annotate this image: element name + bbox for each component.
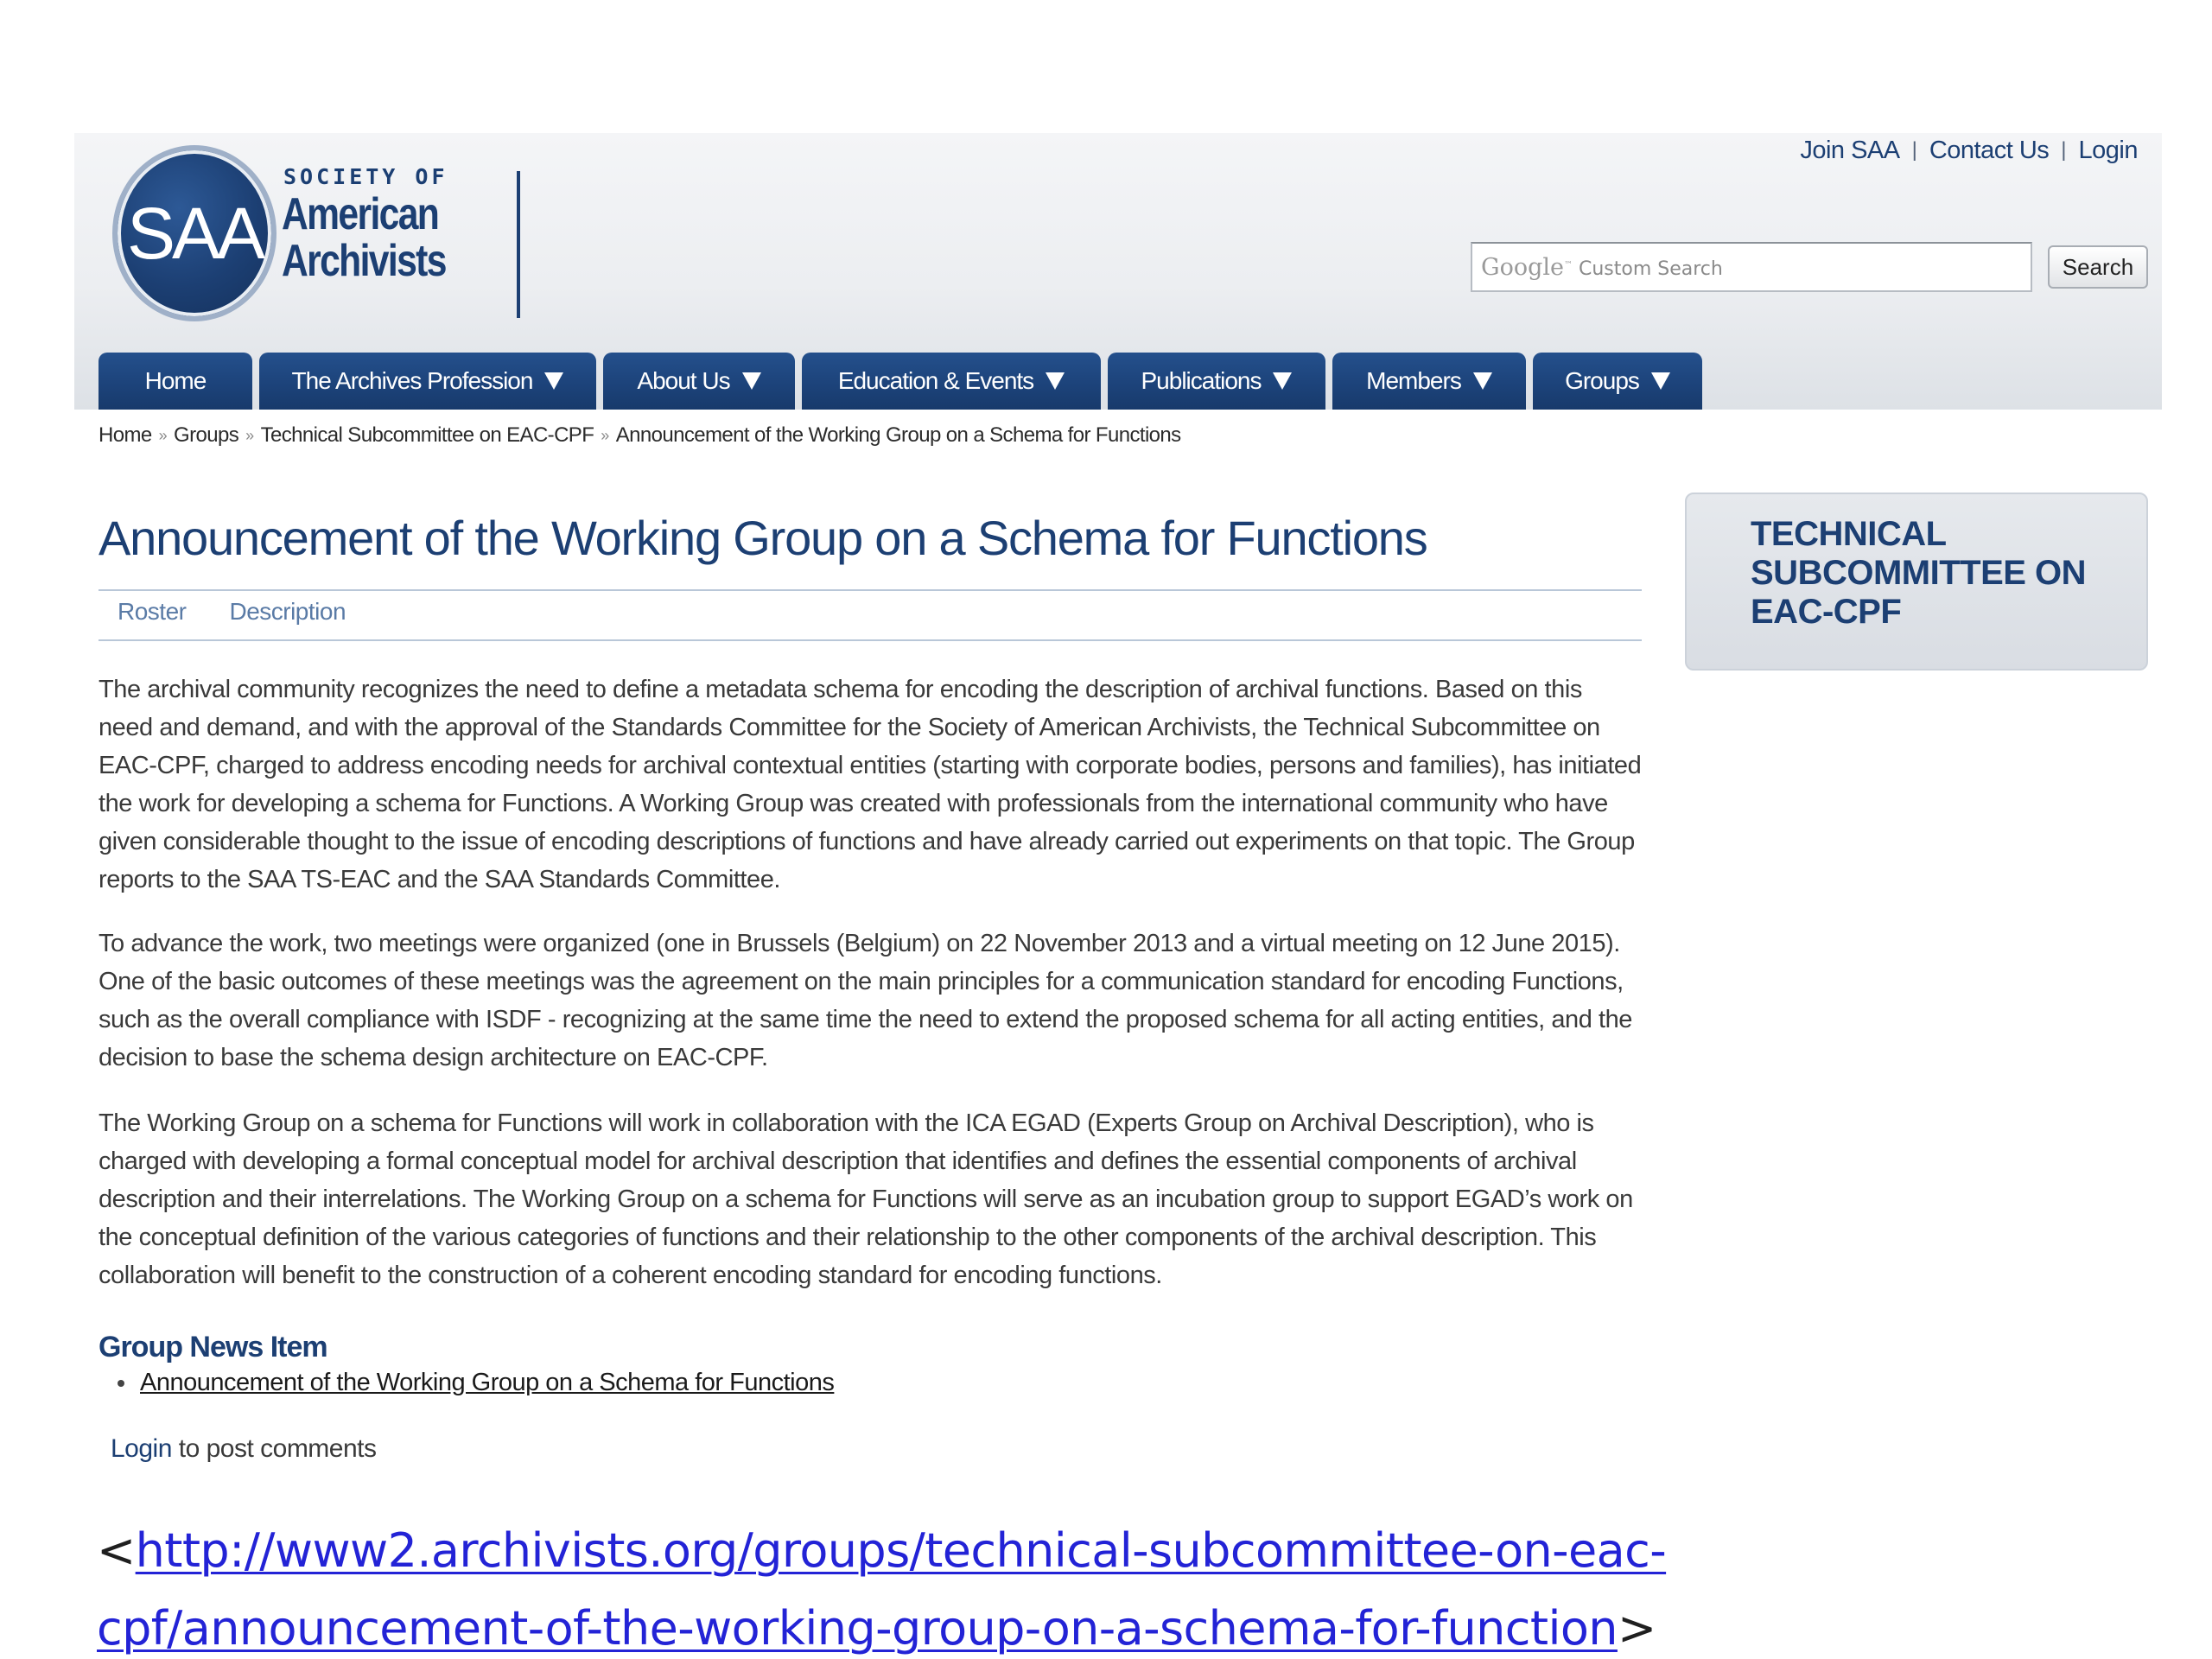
breadcrumb [99, 423, 1181, 448]
nav-tab-about-us[interactable] [603, 353, 795, 410]
search-placeholder-text: Custom Search [1578, 258, 1723, 280]
group-news-heading: Group News Item [99, 1331, 327, 1363]
search-button[interactable]: Search [2048, 245, 2148, 289]
nav-tab-label: Members [1366, 367, 1461, 394]
url-link-line-1[interactable]: http://www2.archivists.org/groups/technical-subcommittee-on-eac- [135, 1523, 1667, 1578]
url-open-bracket: < [97, 1523, 136, 1578]
login-to-comment-link[interactable]: Login [111, 1434, 172, 1463]
utility-separator: | [1911, 138, 1917, 162]
utility-separator: | [2061, 138, 2067, 162]
url-link-line-2[interactable]: cpf/announcement-of-the-working-group-on-a-schema-for-function [97, 1601, 1618, 1656]
breadcrumb-technical-subcommittee[interactable]: Technical Subcommittee on EAC-CPF [260, 423, 594, 447]
body-paragraph-2: To advance the work, two meetings were organized (one in Brussels (Belgium) on 22 November 2013 and a virtual meeting on 12 June 2015). One of the basic outcomes of these meetings was the agreement on the main principles for a communication standard for encoding Functions, such as the overall compliance with ISDF - recognizing at the same time the need to extend the proposed schema for all acting entities, and the decision to base the schema design architecture on EAC-CPF. [99, 930, 1632, 1071]
news-list-item [118, 1369, 834, 1397]
logo-seal-text: SAA [126, 192, 263, 274]
nav-tab-publications[interactable] [1108, 353, 1325, 410]
nav-tab-members[interactable] [1332, 353, 1526, 410]
dropdown-triangle-icon [1273, 372, 1292, 390]
sidebar-group-title[interactable]: TECHNICAL SUBCOMMITTEE ON EAC-CPF [1751, 515, 2087, 631]
dropdown-triangle-icon [1473, 372, 1492, 390]
dropdown-triangle-icon [544, 372, 563, 390]
nav-tab-education-events[interactable] [802, 353, 1101, 410]
tabs-divider [99, 639, 1642, 641]
trademark-mark: ™ [1563, 260, 1573, 270]
nav-tab-label: Publications [1141, 367, 1262, 394]
nav-tab-label: Groups [1565, 367, 1639, 394]
sidebar-group-box [1685, 493, 2148, 671]
nav-tab-label: About Us [637, 367, 730, 394]
breadcrumb-separator: » [158, 426, 168, 444]
page-title: Announcement of the Working Group on a Schema for Functions [99, 511, 1427, 565]
logo-line-archivists: Archivists [282, 236, 446, 286]
body-paragraph-1: The archival community recognizes the need to define a metadata schema for encoding the description of archival functions. Based on this need and demand, and with the approval of the Standards Committee for the Society of American Archivists, the Technical Subcommittee on EAC-CPF, charged to address encoding needs for archival contextual entities (starting with corporate bodies, persons and families), has initiated the work for developing a schema for Functions. A Working Group was created with professionals from the international community who have given considerable thought to the issue of encoding descriptions of functions and have already carried out experiments on that topic. The Group reports to the SAA TS-EAC and the SAA Standards Committee. [99, 676, 1642, 893]
logo-divider [517, 171, 520, 318]
login-to-comment-suffix: to post comments [171, 1434, 377, 1463]
nav-tab-label: Education & Events [837, 367, 1034, 394]
breadcrumb-groups[interactable]: Groups [174, 423, 239, 447]
nav-tab-label: The Archives Profession [291, 367, 533, 394]
dropdown-triangle-icon [1651, 372, 1670, 390]
contact-us-link[interactable]: Contact Us [1929, 136, 2050, 164]
main-nav [99, 353, 1709, 410]
utility-nav [1800, 133, 2138, 168]
join-saa-link[interactable]: Join SAA [1800, 136, 1900, 164]
dropdown-triangle-icon [742, 372, 761, 390]
url-close-bracket: > [1617, 1601, 1656, 1656]
tab-description[interactable]: Description [229, 598, 346, 625]
nav-tab-groups[interactable] [1533, 353, 1702, 410]
logo-line-american: American [282, 189, 439, 239]
login-to-comment [111, 1434, 377, 1464]
url-caption [97, 1512, 2084, 1659]
breadcrumb-current-page: Announcement of the Working Group on a Schema for Functions [615, 423, 1181, 447]
title-divider [99, 589, 1642, 591]
body-paragraph-3: The Working Group on a schema for Functions will work in collaboration with the ICA EGAD (Experts Group on Archival Description), who is charged with developing a formal conceptual model for archival description that identifies and defines the essential components of archival description and their interrelations. The Working Group on a schema for Functions will serve as an incubation group to support EGAD’s work on the conceptual definition of the various categories of functions and their relationship to the other components of the archival description. This collaboration will benefit to the construction of a coherent encoding standard for encoding functions. [99, 1109, 1633, 1289]
nav-tab-label: Home [144, 367, 207, 394]
bullet-icon [118, 1380, 124, 1387]
saa-seal-icon [112, 145, 276, 321]
search-input[interactable] [1471, 242, 2032, 292]
breadcrumb-separator: » [245, 426, 254, 444]
saa-logo[interactable] [112, 145, 475, 327]
news-item-link[interactable]: Announcement of the Working Group on a Schema for Functions [140, 1369, 835, 1396]
site-header [74, 133, 2162, 410]
content-tabs [118, 598, 346, 626]
google-brand-text: Google [1481, 254, 1564, 281]
login-link[interactable]: Login [2078, 136, 2138, 164]
nav-tab-archives-profession[interactable] [259, 353, 596, 410]
breadcrumb-home[interactable]: Home [99, 423, 152, 447]
search-placeholder [1481, 254, 1723, 281]
logo-line-society-of: SOCIETY OF [283, 164, 448, 189]
breadcrumb-separator: » [601, 426, 609, 444]
tab-roster[interactable]: Roster [118, 598, 187, 625]
nav-tab-home[interactable] [99, 353, 252, 410]
dropdown-triangle-icon [1046, 372, 1065, 390]
